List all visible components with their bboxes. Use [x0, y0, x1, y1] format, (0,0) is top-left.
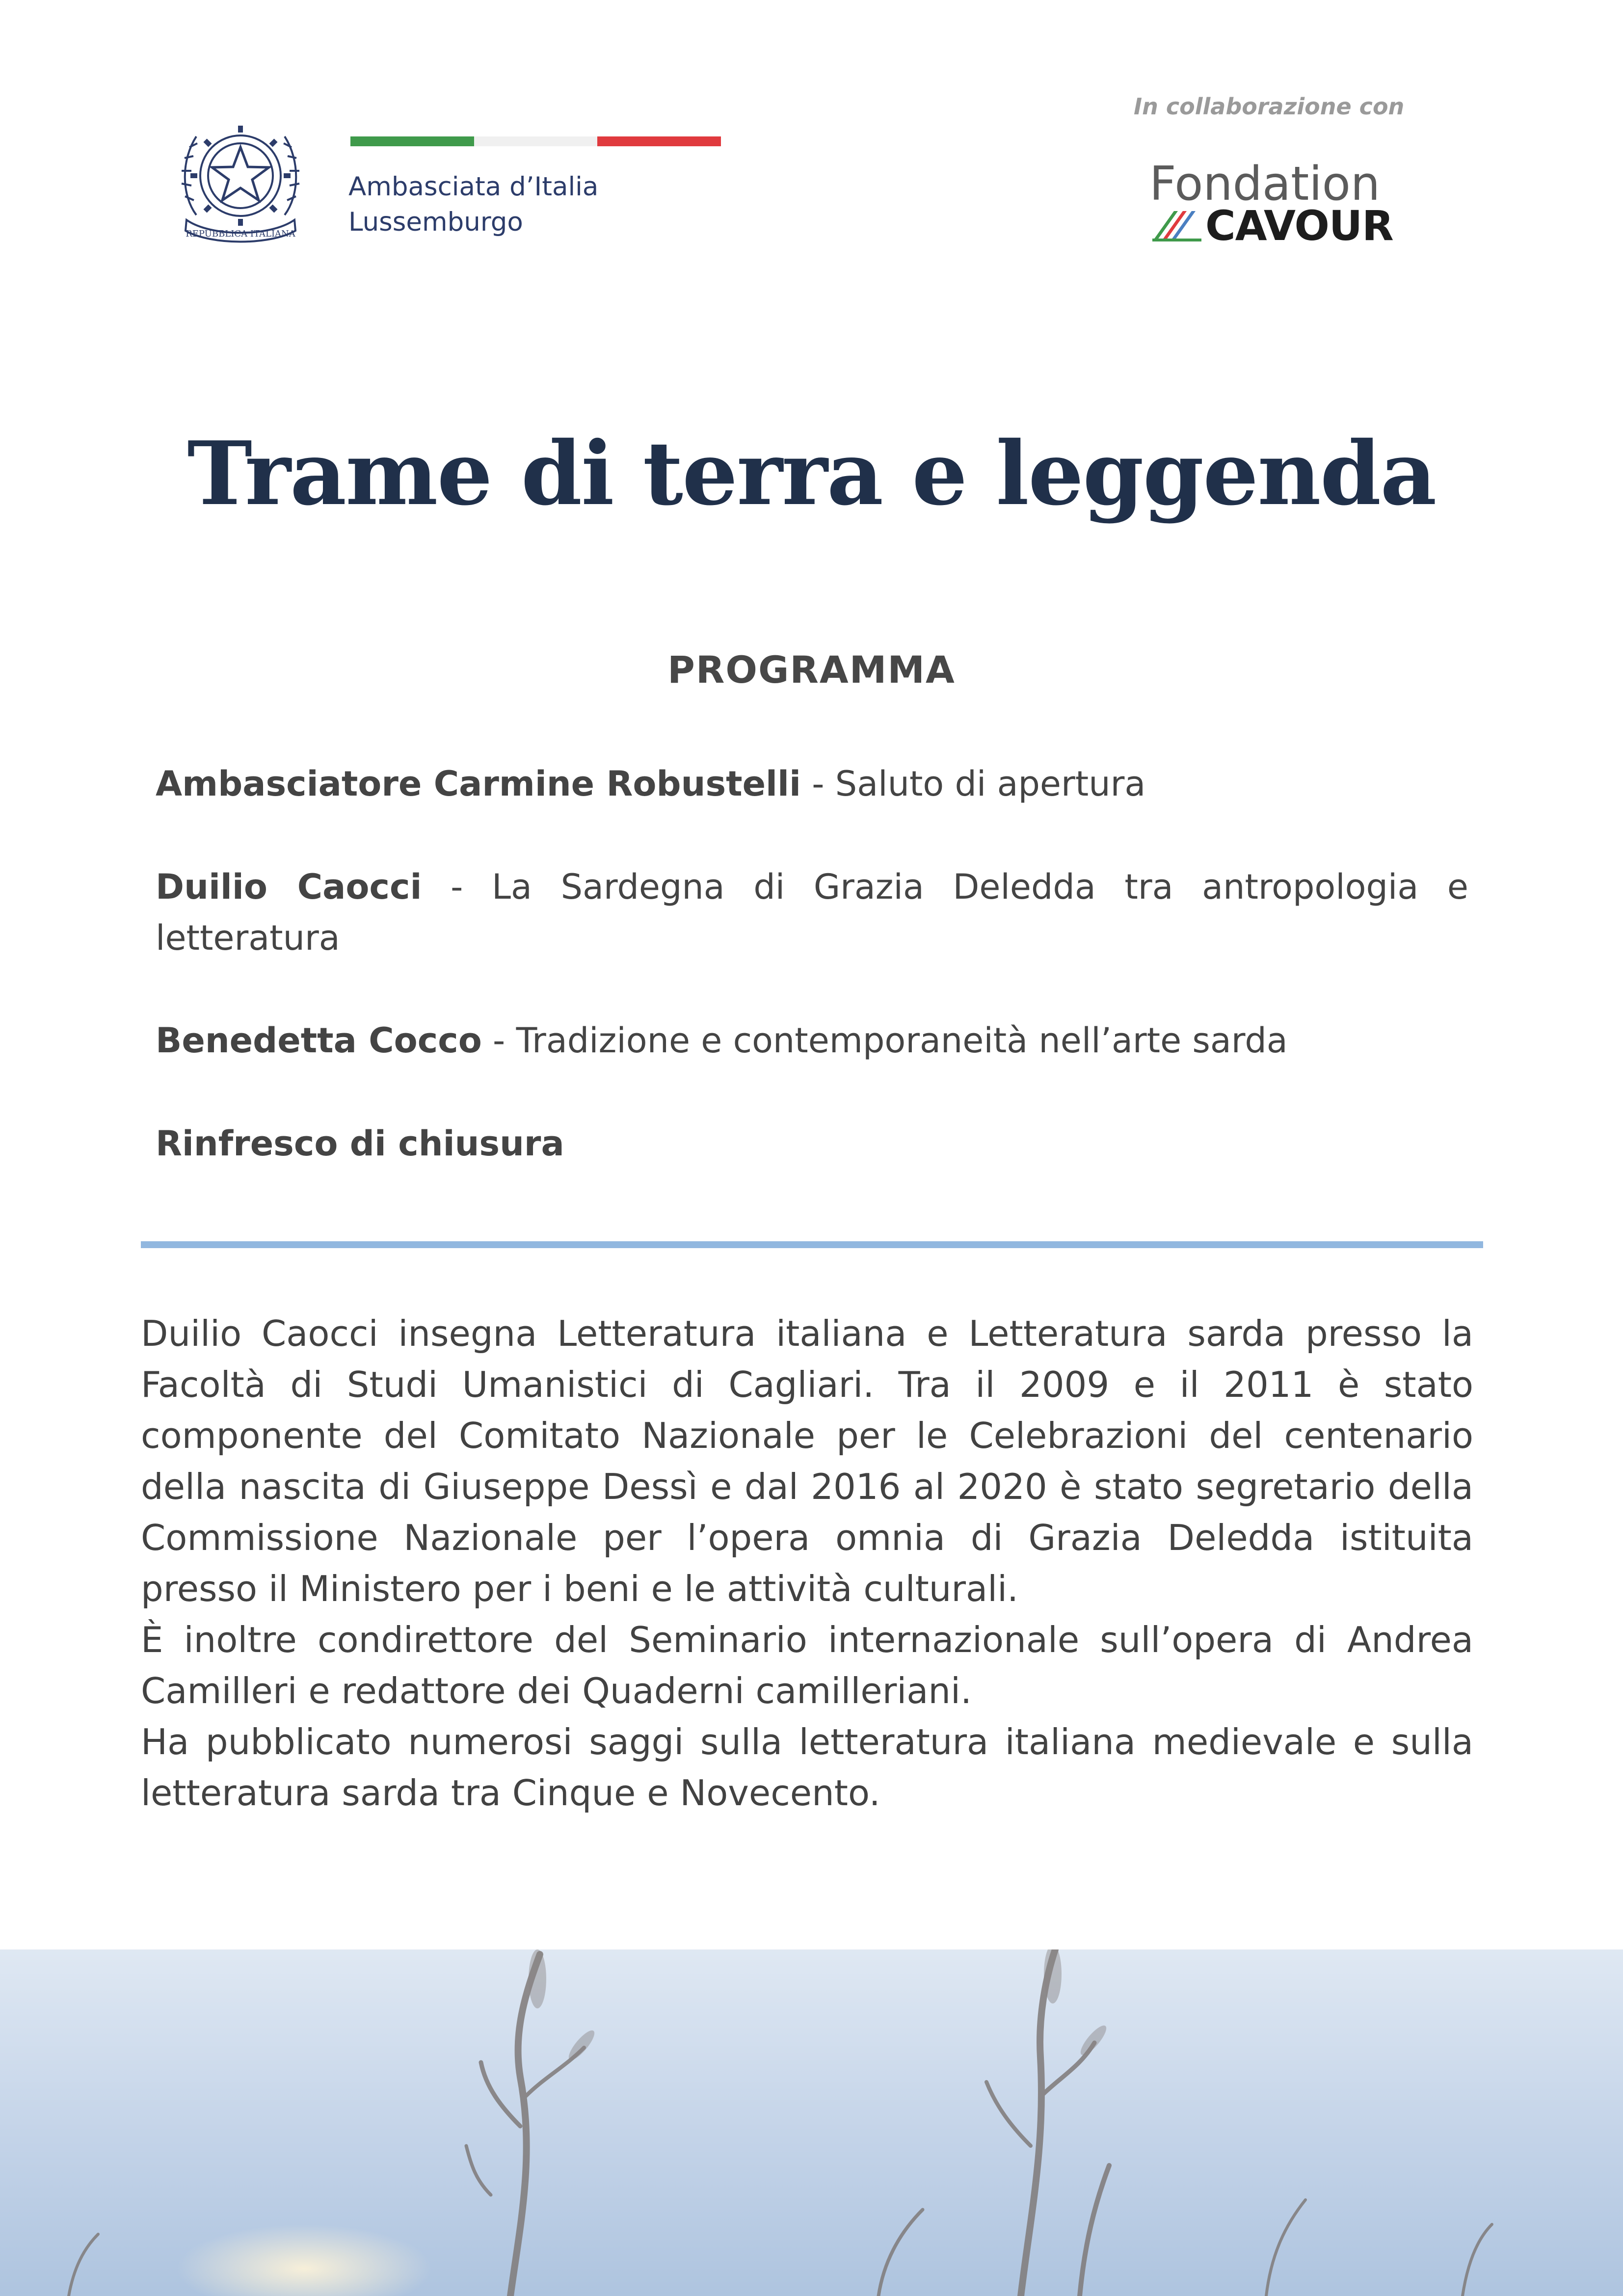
programme-separator: - — [481, 1020, 516, 1061]
collaboration-label: In collaborazione con — [1134, 93, 1405, 120]
bio-line: Camilleri e redattore dei Quaderni camilleriani. — [141, 1670, 972, 1711]
programme-speaker: Duilio Caocci — [156, 867, 422, 907]
partner-logo-word1: Fondation — [1149, 157, 1381, 211]
italian-republic-emblem-icon — [167, 102, 314, 249]
bio-line: Commissione Nazionale per l’opera omnia di Grazia Deledda istituita — [141, 1517, 1473, 1558]
programme-speaker: Ambasciatore Carmine Robustelli — [156, 764, 801, 804]
bio-line: componente del Comitato Nazionale per le Celebrazioni del centenario — [141, 1415, 1473, 1456]
embassy-name-line1: Ambasciata d’Italia — [348, 172, 599, 202]
bio-line: Facoltà di Studi Umanistici di Cagliari. Tra il 2009 e il 2011 è stato — [141, 1364, 1473, 1405]
cavour-stripes-icon — [1148, 206, 1202, 245]
programme-item — [156, 861, 1468, 963]
bio-line: della nascita di Giuseppe Dessì e dal 2016 al 2020 è stato segretario della — [141, 1466, 1473, 1507]
flag-white-stripe — [474, 136, 598, 146]
bio-line: Duilio Caocci insegna Letteratura italiana e Letteratura sarda presso la — [141, 1313, 1473, 1354]
programme-closing: Rinfresco di chiusura — [156, 1123, 564, 1164]
programme-topic: Saluto di apertura — [835, 764, 1146, 804]
speaker-biography — [141, 1308, 1473, 1818]
grass-sky-photo — [0, 1949, 1623, 2296]
bio-line: È inoltre condirettore del Seminario internazionale sull’opera di Andrea — [141, 1619, 1473, 1660]
programme-topic: Tradizione e contemporaneità nell’arte sarda — [516, 1020, 1288, 1061]
flag-red-stripe — [597, 136, 721, 146]
programme-item — [156, 758, 1468, 809]
programme-topic: La Sardegna di Grazia Deledda tra antropologia e letteratura — [156, 867, 1468, 958]
italian-flag-bar — [350, 136, 721, 146]
partner-logo-word2: CAVOUR — [1205, 202, 1393, 250]
programme-separator: - — [422, 867, 492, 907]
programme-speaker: Benedetta Cocco — [156, 1020, 482, 1061]
programme-item — [156, 1118, 1468, 1169]
bio-line: letteratura sarda tra Cinque e Novecento. — [141, 1772, 880, 1814]
bio-line: Ha pubblicato numerosi saggi sulla letteratura italiana medievale e sulla — [141, 1721, 1473, 1762]
programme-heading: PROGRAMMA — [667, 648, 956, 692]
programme-separator: - — [801, 764, 835, 804]
bio-line: presso il Ministero per i beni e le attività culturali. — [141, 1568, 1019, 1609]
embassy-name — [348, 169, 598, 240]
flag-green-stripe — [350, 136, 474, 146]
section-divider — [141, 1241, 1483, 1248]
event-title: Trame di terra e leggenda — [187, 422, 1436, 525]
embassy-name-line2: Lussemburgo — [348, 207, 523, 237]
partner-logo — [1148, 202, 1393, 250]
emblem-ring-text: REPUBBLICA ITALIANA — [186, 229, 295, 239]
programme-item — [156, 1015, 1468, 1066]
